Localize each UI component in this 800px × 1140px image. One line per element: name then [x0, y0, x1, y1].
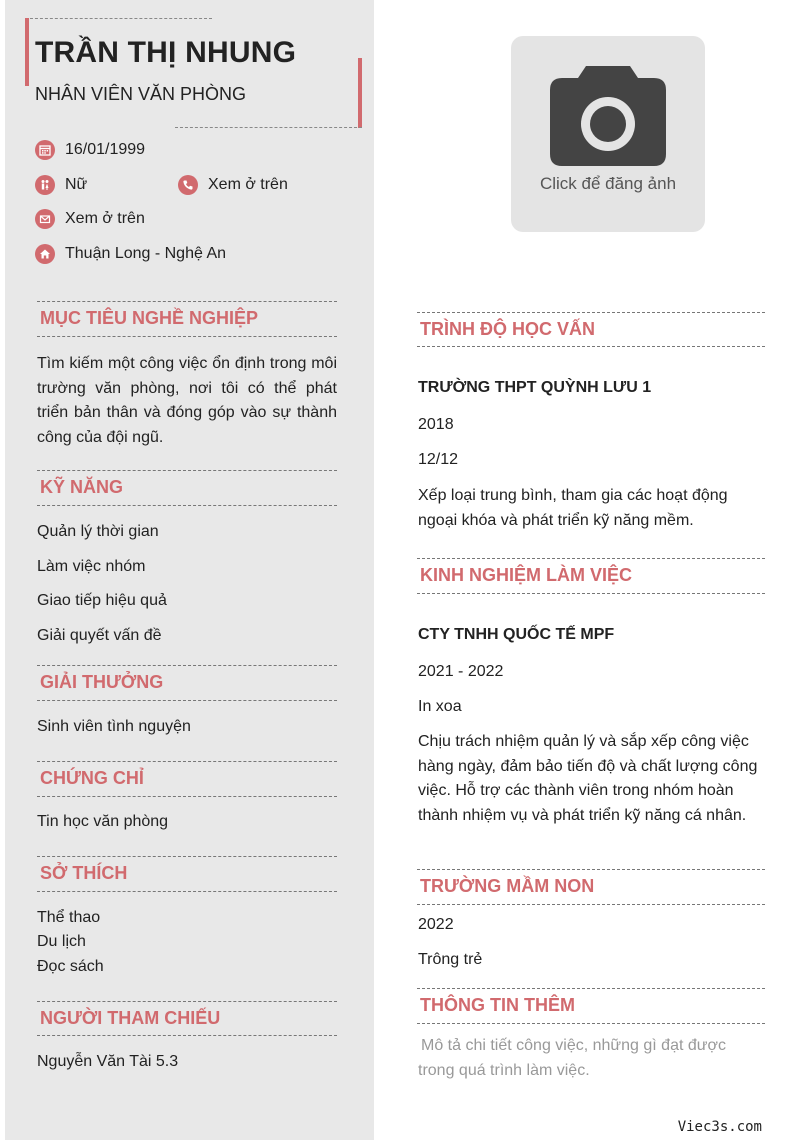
phone-row [178, 175, 288, 195]
divider [37, 891, 337, 892]
experience-title[interactable]: KINH NGHIỆM LÀM VIỆC [420, 565, 633, 585]
divider [37, 761, 337, 762]
gender-value[interactable]: Nữ [65, 176, 88, 193]
camera-icon [550, 66, 666, 166]
hobby-item[interactable]: Đọc sách [37, 958, 104, 975]
hobby-item[interactable]: Du lịch [37, 933, 86, 950]
education-description[interactable]: Xếp loại trung bình, tham gia các hoạt động ngoại khóa và phát triển kỹ năng mềm. [418, 487, 728, 529]
divider [37, 470, 337, 471]
site-brand: Viec3s.com [677, 1119, 762, 1135]
education-grade[interactable]: 12/12 [418, 451, 459, 468]
accent-bar [358, 58, 362, 128]
education-year[interactable]: 2018 [418, 416, 454, 433]
email-icon [35, 209, 55, 229]
hobbies-title[interactable]: SỞ THÍCH [40, 863, 128, 883]
name-header [25, 18, 362, 130]
divider [37, 301, 337, 302]
divider [417, 1023, 765, 1024]
additional-title[interactable]: THÔNG TIN THÊM [420, 995, 575, 1015]
school-name[interactable]: TRƯỜNG THPT QUỲNH LƯU 1 [418, 379, 652, 396]
divider [37, 700, 337, 701]
birthdate-value[interactable]: 16/01/1999 [65, 141, 146, 158]
experience-period[interactable]: 2021 - 2022 [418, 663, 504, 680]
divider [175, 127, 362, 128]
award-item[interactable]: Sinh viên tình nguyện [37, 718, 191, 735]
divider [37, 336, 337, 337]
divider [417, 593, 765, 594]
birthdate-row [35, 140, 145, 160]
additional-text[interactable]: Mô tả chi tiết công việc, những gì đạt được trong quá trình làm việc. [418, 1037, 726, 1079]
certificate-item[interactable]: Tin học văn phòng [37, 813, 169, 830]
references-title[interactable]: NGƯỜI THAM CHIẾU [40, 1008, 221, 1028]
home-icon [35, 244, 55, 264]
reference-item[interactable]: Nguyễn Văn Tài 5.3 [37, 1053, 179, 1070]
divider [417, 904, 765, 905]
divider [417, 312, 765, 313]
hobby-item[interactable]: Thể thao [37, 909, 101, 926]
objective-title[interactable]: MỤC TIÊU NGHỀ NGHIỆP [40, 308, 259, 328]
kindergarten-year[interactable]: 2022 [418, 916, 454, 933]
skill-item[interactable]: Giao tiếp hiệu quả [37, 592, 167, 609]
email-row [35, 209, 145, 229]
divider [37, 1035, 337, 1036]
calendar-icon [35, 140, 55, 160]
skill-item[interactable]: Làm việc nhóm [37, 558, 146, 575]
divider [37, 856, 337, 857]
job-title[interactable]: NHÂN VIÊN VĂN PHÒNG [35, 84, 247, 104]
full-name[interactable]: TRẦN THỊ NHUNG [35, 36, 297, 69]
objective-text[interactable]: Tìm kiếm một công việc ổn định trong môi trường văn phòng, nơi tôi có thể phát triển bản thân và đóng góp vào sự thành công của đội ngũ. [37, 355, 337, 446]
divider [37, 505, 337, 506]
awards-title[interactable]: GIẢI THƯỞNG [40, 672, 164, 692]
education-title[interactable]: TRÌNH ĐỘ HỌC VẤN [420, 319, 595, 339]
address-row [35, 244, 226, 264]
kindergarten-role[interactable]: Trông trẻ [418, 951, 483, 968]
skill-item[interactable]: Giải quyết vấn đề [37, 627, 162, 644]
skills-title[interactable]: KỸ NĂNG [40, 477, 124, 497]
gender-icon [35, 175, 55, 195]
photo-caption: Click để đăng ảnh [539, 174, 677, 193]
divider [25, 18, 212, 19]
photo-upload[interactable] [511, 36, 705, 232]
certificates-title[interactable]: CHỨNG CHỈ [40, 768, 144, 788]
company-name[interactable]: CTY TNHH QUỐC TẾ MPF [418, 626, 615, 643]
divider [417, 346, 765, 347]
divider [417, 988, 765, 989]
skill-item[interactable]: Quản lý thời gian [37, 523, 159, 540]
phone-icon [178, 175, 198, 195]
divider [37, 665, 337, 666]
phone-value[interactable]: Xem ở trên [208, 176, 288, 193]
divider [417, 869, 765, 870]
divider [417, 558, 765, 559]
experience-position[interactable]: In xoa [418, 698, 462, 715]
email-value[interactable]: Xem ở trên [65, 210, 145, 227]
experience-description[interactable]: Chịu trách nhiệm quản lý và sắp xếp công việc hàng ngày, đảm bảo tiến độ và chất lượng công việc. Hỗ trợ các thành viên trong nhóm hoàn thành nhiệm vụ và phát triển kỹ năng cá nhân. [418, 733, 758, 824]
accent-bar [25, 18, 29, 86]
divider [37, 1001, 337, 1002]
kindergarten-title[interactable]: TRƯỜNG MẦM NON [420, 876, 595, 896]
divider [37, 796, 337, 797]
address-value[interactable]: Thuận Long - Nghệ An [65, 245, 227, 262]
gender-row [35, 175, 87, 195]
